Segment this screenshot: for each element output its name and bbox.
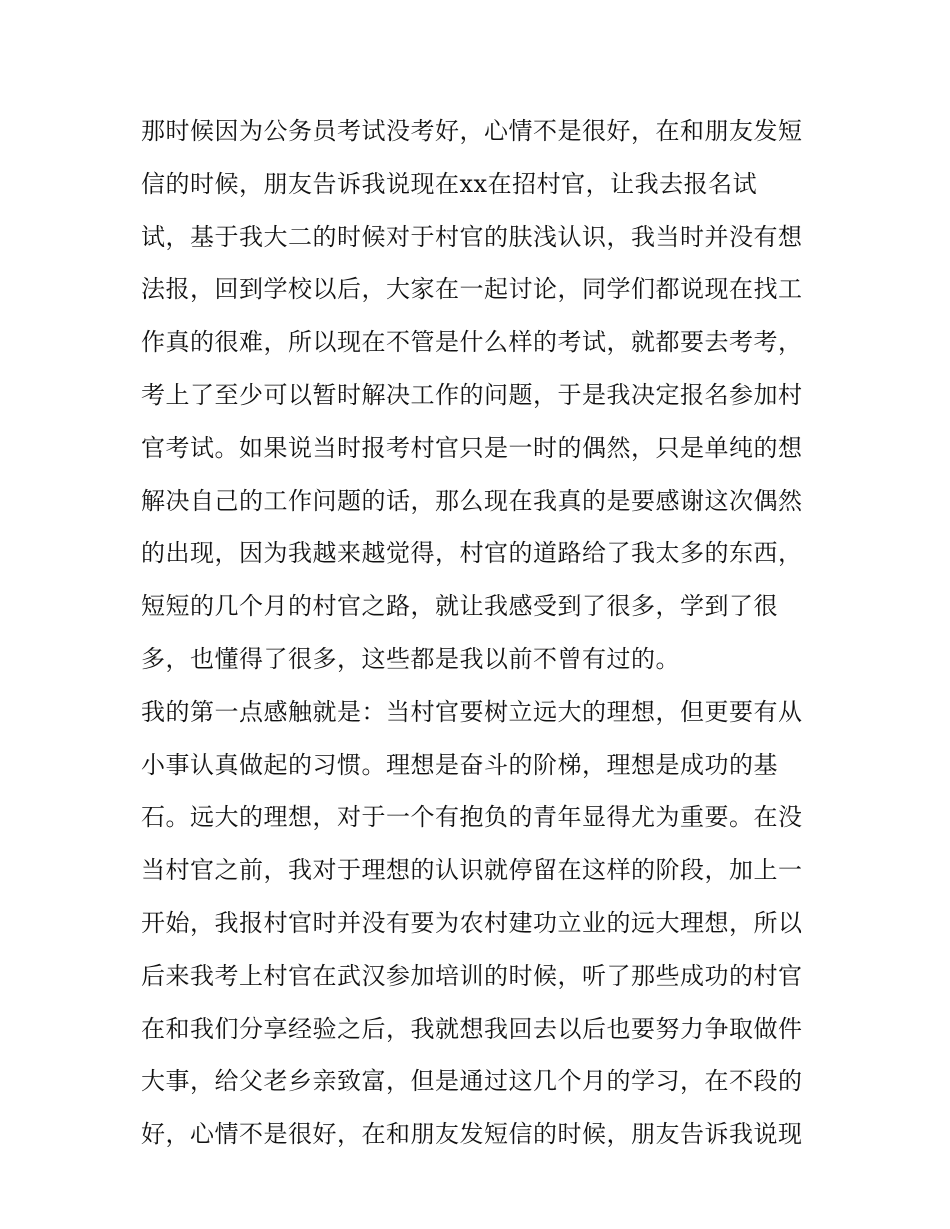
text-line: 的出现，因为我越来越觉得，村官的道路给了我太多的东西，	[141, 539, 803, 568]
text-line: 官考试。如果说当时报考村官只是一时的偶然，只是单纯的想	[141, 433, 803, 462]
text-line: 多，也懂得了很多，这些都是我以前不曾有过的。	[141, 644, 680, 673]
text-line: 法报，回到学校以后，大家在一起讨论，同学们都说现在找工	[141, 275, 803, 304]
text-line: 短短的几个月的村官之路，就让我感受到了很多，学到了很	[141, 592, 778, 621]
text-line: 好，心情不是很好，在和朋友发短信的时候，朋友告诉我说现	[141, 1120, 803, 1149]
text-line: 在和我们分享经验之后，我就想我回去以后也要努力争取做件	[141, 1014, 803, 1043]
text-line: 考上了至少可以暂时解决工作的问题，于是我决定报名参加村	[141, 380, 803, 409]
text-line: 小事认真做起的习惯。理想是奋斗的阶梯，理想是成功的基	[141, 750, 778, 779]
text-line: 作真的很难，所以现在不管是什么样的考试，就都要去考考，	[141, 328, 803, 357]
text-line: 那时候因为公务员考试没考好，心情不是很好，在和朋友发短	[141, 117, 803, 145]
text-line: 我的第一点感触就是：当村官要树立远大的理想，但更要有从	[141, 697, 803, 726]
text-line: 后来我考上村官在武汉参加培训的时候，听了那些成功的村官	[141, 961, 803, 990]
text-line: 解决自己的工作问题的话，那么现在我真的是要感谢这次偶然	[141, 486, 803, 515]
text-line: 信的时候，朋友告诉我说现在xx在招村官，让我去报名试	[141, 169, 758, 198]
text-line: 试，基于我大二的时候对于村官的肤浅认识，我当时并没有想	[141, 222, 803, 251]
text-line: 石。远大的理想，对于一个有抱负的青年显得尤为重要。在没	[141, 803, 803, 832]
body-text	[141, 105, 821, 1161]
text-line: 开始，我报村官时并没有要为农村建功立业的远大理想，所以	[141, 908, 803, 937]
text-line: 当村官之前，我对于理想的认识就停留在这样的阶段，加上一	[141, 856, 803, 885]
text-line: 大事，给父老乡亲致富，但是通过这几个月的学习，在不段的	[141, 1067, 803, 1096]
